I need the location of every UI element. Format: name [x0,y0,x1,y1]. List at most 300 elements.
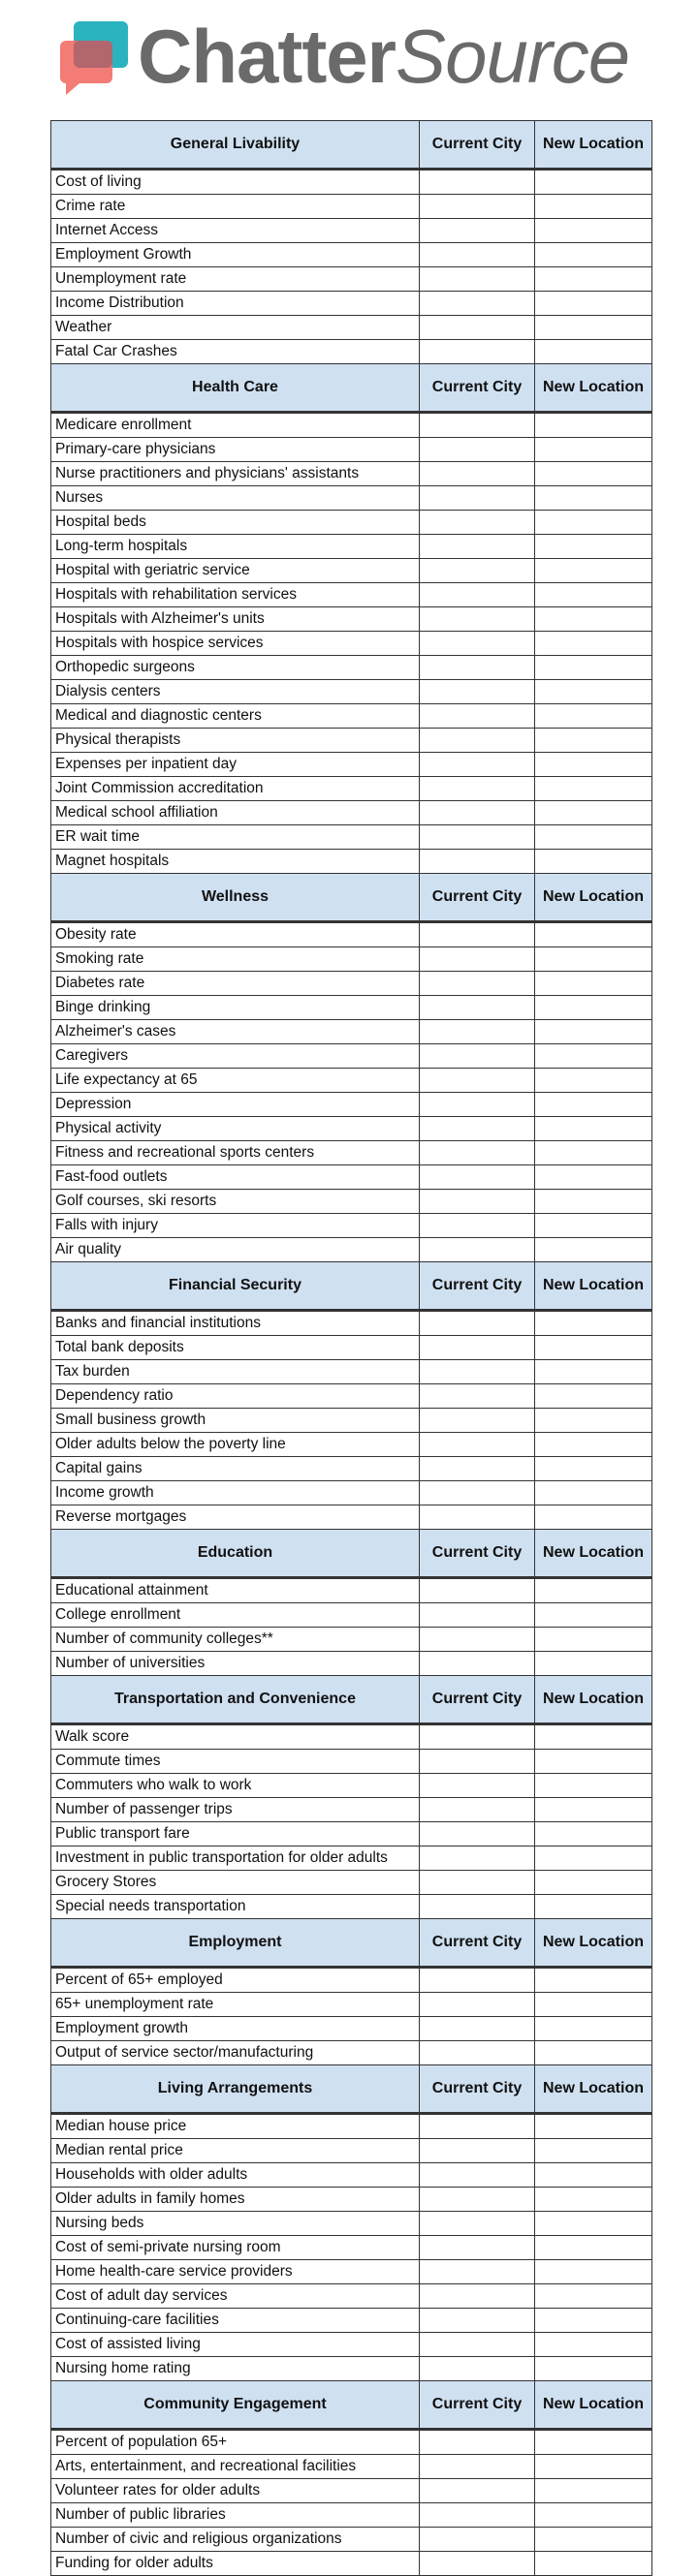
table-row [51,825,652,850]
new-location-cell[interactable] [535,1871,652,1895]
current-city-cell[interactable] [420,1847,535,1871]
current-city-cell[interactable] [420,607,535,632]
table-row [51,996,652,1020]
criterion-label: Primary-care physicians [51,438,420,462]
current-city-cell[interactable] [420,996,535,1020]
new-location-cell[interactable] [535,632,652,656]
new-location-cell[interactable] [535,511,652,535]
new-location-cell[interactable] [535,922,652,947]
new-location-cell[interactable] [535,1628,652,1652]
criterion-label: College enrollment [51,1603,420,1628]
new-location-cell[interactable] [535,2188,652,2212]
current-city-cell[interactable] [420,2163,535,2188]
new-location-cell[interactable] [535,462,652,486]
new-location-cell[interactable] [535,1214,652,1238]
current-city-cell[interactable] [420,1481,535,1505]
table-row [51,462,652,486]
current-city-cell[interactable] [420,170,535,195]
new-location-cell[interactable] [535,825,652,850]
new-location-cell[interactable] [535,486,652,511]
criterion-label: Employment growth [51,2017,420,2041]
criterion-label: Smoking rate [51,947,420,972]
table-row [51,559,652,583]
table-row [51,1871,652,1895]
new-location-cell[interactable] [535,656,652,680]
table-row [51,2139,652,2163]
table-row [51,1895,652,1919]
current-city-cell[interactable] [420,1798,535,1822]
criterion-label: Reverse mortgages [51,1505,420,1530]
current-city-cell[interactable] [420,2552,535,2576]
current-city-cell[interactable] [420,947,535,972]
current-city-header: Current City [420,364,535,413]
criterion-label: Caregivers [51,1044,420,1069]
new-location-cell[interactable] [535,1069,652,1093]
criterion-label: Home health-care service providers [51,2260,420,2284]
criterion-label: Binge drinking [51,996,420,1020]
new-location-cell[interactable] [535,559,652,583]
new-location-cell[interactable] [535,1190,652,1214]
new-location-cell[interactable] [535,316,652,340]
new-location-cell[interactable] [535,2357,652,2381]
criterion-label: Golf courses, ski resorts [51,1190,420,1214]
criterion-label: Joint Commission accreditation [51,777,420,801]
criterion-label: Expenses per inpatient day [51,753,420,777]
criterion-label: Nurses [51,486,420,511]
current-city-cell[interactable] [420,1457,535,1481]
current-city-cell[interactable] [420,777,535,801]
table-row [51,535,652,559]
current-city-cell[interactable] [420,462,535,486]
brand-name-light: Source [396,14,630,99]
table-row [51,1360,652,1384]
table-row [51,267,652,292]
section-title: Community Engagement [51,2381,420,2430]
new-location-cell[interactable] [535,2041,652,2065]
criterion-label: Fatal Car Crashes [51,340,420,364]
table-row [51,1822,652,1847]
table-row [51,2357,652,2381]
new-location-cell[interactable] [535,2479,652,2503]
current-city-cell[interactable] [420,1603,535,1628]
current-city-cell[interactable] [420,1993,535,2017]
criterion-label: Fitness and recreational sports centers [51,1141,420,1165]
current-city-cell[interactable] [420,2041,535,2065]
current-city-cell[interactable] [420,2528,535,2552]
current-city-cell[interactable] [420,801,535,825]
new-location-cell[interactable] [535,2163,652,2188]
current-city-cell[interactable] [420,243,535,267]
table-row [51,1020,652,1044]
comparison-table [50,120,652,2576]
new-location-cell[interactable] [535,2017,652,2041]
current-city-cell[interactable] [420,1336,535,1360]
current-city-cell[interactable] [420,2236,535,2260]
current-city-cell[interactable] [420,753,535,777]
criterion-label: Unemployment rate [51,267,420,292]
new-location-header: New Location [535,364,652,413]
new-location-cell[interactable] [535,2139,652,2163]
section-header-row [51,121,652,170]
new-location-cell[interactable] [535,1336,652,1360]
table-row [51,1214,652,1238]
current-city-cell[interactable] [420,292,535,316]
new-location-cell[interactable] [535,753,652,777]
current-city-cell[interactable] [420,1895,535,1919]
criterion-label: Medical and diagnostic centers [51,704,420,729]
current-city-cell[interactable] [420,1433,535,1457]
table-row [51,1603,652,1628]
current-city-cell[interactable] [420,1117,535,1141]
current-city-cell[interactable] [420,632,535,656]
new-location-cell[interactable] [535,1578,652,1603]
table-row [51,438,652,462]
new-location-cell[interactable] [535,267,652,292]
new-location-cell[interactable] [535,704,652,729]
new-location-cell[interactable] [535,947,652,972]
current-city-cell[interactable] [420,413,535,438]
new-location-cell[interactable] [535,2236,652,2260]
current-city-cell[interactable] [420,2212,535,2236]
current-city-cell[interactable] [420,2114,535,2139]
current-city-cell[interactable] [420,1628,535,1652]
section-header-row [51,1530,652,1578]
current-city-cell[interactable] [420,1069,535,1093]
current-city-cell[interactable] [420,972,535,996]
section-title: Education [51,1530,420,1578]
table-row [51,607,652,632]
new-location-cell[interactable] [535,1117,652,1141]
table-row [51,1069,652,1093]
table-row [51,219,652,243]
criterion-label: Median house price [51,2114,420,2139]
current-city-cell[interactable] [420,1093,535,1117]
criterion-label: Output of service sector/manufacturing [51,2041,420,2065]
new-location-cell[interactable] [535,1798,652,1822]
criterion-label: Hospital beds [51,511,420,535]
new-location-header: New Location [535,874,652,922]
new-location-cell[interactable] [535,2333,652,2357]
table-row [51,1433,652,1457]
table-row [51,801,652,825]
section-header-row [51,874,652,922]
table-row [51,922,652,947]
table-row [51,195,652,219]
criterion-label: Nurse practitioners and physicians' assistants [51,462,420,486]
table-row [51,1190,652,1214]
current-city-cell[interactable] [420,1044,535,1069]
criterion-label: Tax burden [51,1360,420,1384]
new-location-cell[interactable] [535,729,652,753]
table-row [51,243,652,267]
new-location-cell[interactable] [535,1409,652,1433]
criterion-label: Older adults below the poverty line [51,1433,420,1457]
current-city-cell[interactable] [420,1214,535,1238]
new-location-cell[interactable] [535,777,652,801]
current-city-cell[interactable] [420,1165,535,1190]
table-row [51,170,652,195]
new-location-cell[interactable] [535,996,652,1020]
criterion-label: Falls with injury [51,1214,420,1238]
criterion-label: Income Distribution [51,292,420,316]
current-city-cell[interactable] [420,1238,535,1262]
criterion-label: Physical therapists [51,729,420,753]
table-row [51,1847,652,1871]
current-city-cell[interactable] [420,922,535,947]
new-location-cell[interactable] [535,2284,652,2309]
current-city-cell[interactable] [420,1871,535,1895]
current-city-cell[interactable] [420,2503,535,2528]
current-city-cell[interactable] [420,825,535,850]
section-header-row [51,1919,652,1968]
current-city-cell[interactable] [420,486,535,511]
current-city-cell[interactable] [420,1774,535,1798]
criterion-label: Internet Access [51,219,420,243]
table-row [51,1457,652,1481]
table-row [51,1993,652,2017]
new-location-cell[interactable] [535,535,652,559]
criterion-label: Life expectancy at 65 [51,1069,420,1093]
criterion-label: Cost of adult day services [51,2284,420,2309]
criterion-label: Special needs transportation [51,1895,420,1919]
new-location-cell[interactable] [535,1481,652,1505]
new-location-cell[interactable] [535,1384,652,1409]
current-city-cell[interactable] [420,1020,535,1044]
criterion-label: Arts, entertainment, and recreational facilities [51,2455,420,2479]
brand-logo [58,16,659,97]
new-location-cell[interactable] [535,2114,652,2139]
table-row [51,1798,652,1822]
current-city-cell[interactable] [420,1505,535,1530]
criterion-label: Number of community colleges** [51,1628,420,1652]
table-row [51,947,652,972]
new-location-cell[interactable] [535,2309,652,2333]
table-row [51,1578,652,1603]
table-row [51,2479,652,2503]
new-location-cell[interactable] [535,1724,652,1750]
section-header-row [51,1262,652,1311]
new-location-cell[interactable] [535,1968,652,1993]
new-location-cell[interactable] [535,2430,652,2455]
current-city-cell[interactable] [420,1311,535,1336]
current-city-cell[interactable] [420,2284,535,2309]
current-city-cell[interactable] [420,2309,535,2333]
current-city-cell[interactable] [420,1652,535,1676]
criterion-label: Long-term hospitals [51,535,420,559]
table-row [51,1505,652,1530]
current-city-cell[interactable] [420,850,535,874]
new-location-cell[interactable] [535,583,652,607]
table-row [51,413,652,438]
new-location-cell[interactable] [535,1093,652,1117]
criterion-label: Fast-food outlets [51,1165,420,1190]
table-row [51,2309,652,2333]
current-city-cell[interactable] [420,340,535,364]
current-city-cell[interactable] [420,535,535,559]
new-location-cell[interactable] [535,801,652,825]
current-city-cell[interactable] [420,316,535,340]
new-location-cell[interactable] [535,1238,652,1262]
table-row [51,1652,652,1676]
new-location-cell[interactable] [535,1020,652,1044]
current-city-cell[interactable] [420,2017,535,2041]
table-row [51,656,652,680]
new-location-cell[interactable] [535,438,652,462]
new-location-cell[interactable] [535,1505,652,1530]
current-city-cell[interactable] [420,1409,535,1433]
new-location-cell[interactable] [535,680,652,704]
current-city-cell[interactable] [420,559,535,583]
new-location-cell[interactable] [535,2260,652,2284]
section-title: General Livability [51,121,420,170]
criterion-label: Grocery Stores [51,1871,420,1895]
current-city-cell[interactable] [420,511,535,535]
new-location-cell[interactable] [535,1044,652,1069]
new-location-cell[interactable] [535,1141,652,1165]
new-location-cell[interactable] [535,1165,652,1190]
criterion-label: Number of public libraries [51,2503,420,2528]
current-city-cell[interactable] [420,1141,535,1165]
criterion-label: Orthopedic surgeons [51,656,420,680]
new-location-header: New Location [535,1530,652,1578]
table-row [51,1336,652,1360]
current-city-cell[interactable] [420,1190,535,1214]
new-location-cell[interactable] [535,2212,652,2236]
current-city-cell[interactable] [420,438,535,462]
new-location-cell[interactable] [535,1847,652,1871]
current-city-cell[interactable] [420,2357,535,2381]
criterion-label: Commute times [51,1750,420,1774]
new-location-cell[interactable] [535,1822,652,1847]
current-city-cell[interactable] [420,2139,535,2163]
table-row [51,2333,652,2357]
current-city-cell[interactable] [420,2333,535,2357]
current-city-cell[interactable] [420,583,535,607]
table-row [51,1044,652,1069]
new-location-cell[interactable] [535,1311,652,1336]
table-row [51,704,652,729]
new-location-cell[interactable] [535,1433,652,1457]
current-city-cell[interactable] [420,1384,535,1409]
new-location-cell[interactable] [535,1457,652,1481]
criterion-label: Magnet hospitals [51,850,420,874]
current-city-header: Current City [420,2381,535,2430]
criterion-label: Cost of semi-private nursing room [51,2236,420,2260]
new-location-cell[interactable] [535,2503,652,2528]
table-row [51,2236,652,2260]
criterion-label: Number of passenger trips [51,1798,420,1822]
current-city-cell[interactable] [420,680,535,704]
current-city-cell[interactable] [420,2455,535,2479]
new-location-cell[interactable] [535,850,652,874]
criterion-label: Banks and financial institutions [51,1311,420,1336]
criterion-label: Hospitals with hospice services [51,632,420,656]
current-city-cell[interactable] [420,656,535,680]
table-row [51,753,652,777]
current-city-cell[interactable] [420,1360,535,1384]
criterion-label: Cost of living [51,170,420,195]
current-city-cell[interactable] [420,704,535,729]
new-location-cell[interactable] [535,1774,652,1798]
current-city-cell[interactable] [420,2188,535,2212]
criterion-label: Dependency ratio [51,1384,420,1409]
criterion-label: Physical activity [51,1117,420,1141]
table-row [51,1481,652,1505]
current-city-cell[interactable] [420,2479,535,2503]
criterion-label: Medicare enrollment [51,413,420,438]
table-row [51,972,652,996]
new-location-cell[interactable] [535,340,652,364]
new-location-cell[interactable] [535,219,652,243]
section-header-row [51,2065,652,2114]
new-location-cell[interactable] [535,292,652,316]
current-city-cell[interactable] [420,195,535,219]
table-row [51,729,652,753]
criterion-label: Commuters who walk to work [51,1774,420,1798]
criterion-label: Small business growth [51,1409,420,1433]
new-location-cell[interactable] [535,243,652,267]
current-city-cell[interactable] [420,729,535,753]
new-location-cell[interactable] [535,2528,652,2552]
new-location-cell[interactable] [535,2455,652,2479]
current-city-cell[interactable] [420,219,535,243]
new-location-cell[interactable] [535,1993,652,2017]
criterion-label: Hospitals with Alzheimer's units [51,607,420,632]
criterion-label: Percent of 65+ employed [51,1968,420,1993]
current-city-cell[interactable] [420,1578,535,1603]
criterion-label: 65+ unemployment rate [51,1993,420,2017]
current-city-header: Current City [420,121,535,170]
new-location-cell[interactable] [535,2552,652,2576]
new-location-cell[interactable] [535,1652,652,1676]
current-city-cell[interactable] [420,1822,535,1847]
table-row [51,1628,652,1652]
table-row [51,2212,652,2236]
new-location-cell[interactable] [535,1603,652,1628]
current-city-cell[interactable] [420,1724,535,1750]
table-row [51,316,652,340]
criterion-label: Medical school affiliation [51,801,420,825]
table-row [51,2455,652,2479]
new-location-cell[interactable] [535,195,652,219]
new-location-cell[interactable] [535,413,652,438]
current-city-cell[interactable] [420,2260,535,2284]
new-location-header: New Location [535,1676,652,1724]
new-location-cell[interactable] [535,1750,652,1774]
current-city-cell[interactable] [420,267,535,292]
table-row [51,486,652,511]
table-row [51,2041,652,2065]
new-location-cell[interactable] [535,1895,652,1919]
current-city-cell[interactable] [420,1750,535,1774]
current-city-cell[interactable] [420,2430,535,2455]
table-row [51,1409,652,1433]
table-row [51,2114,652,2139]
current-city-header: Current City [420,2065,535,2114]
criterion-label: Public transport fare [51,1822,420,1847]
table-row [51,1311,652,1336]
new-location-cell[interactable] [535,1360,652,1384]
criterion-label: Nursing beds [51,2212,420,2236]
table-row [51,2163,652,2188]
current-city-cell[interactable] [420,1968,535,1993]
new-location-cell[interactable] [535,607,652,632]
table-row [51,583,652,607]
table-row [51,1724,652,1750]
new-location-cell[interactable] [535,170,652,195]
criterion-label: Crime rate [51,195,420,219]
new-location-cell[interactable] [535,972,652,996]
